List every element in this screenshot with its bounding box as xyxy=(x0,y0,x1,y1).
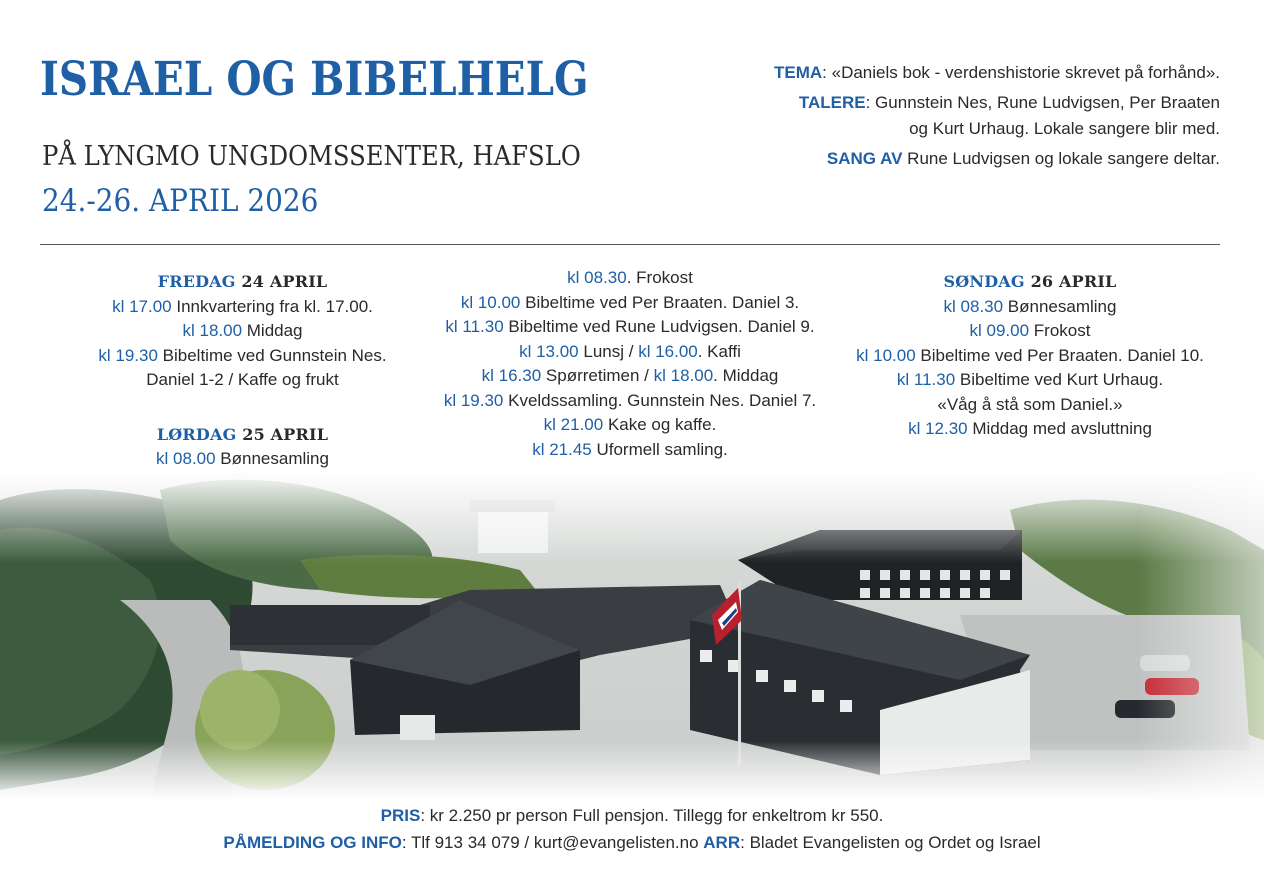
event-venue: PÅ LYNGMO UNGDOMSSENTER, HAFSLO xyxy=(42,141,581,172)
schedule-item: kl 19.30 Bibeltime ved Gunnstein Nes. xyxy=(98,345,387,365)
event-info xyxy=(700,60,1220,176)
schedule-item: kl 08.30. Frokost xyxy=(567,268,693,287)
schedule-item: kl 13.00 Lunsj / kl 16.00. Kaffi xyxy=(519,341,741,361)
schedule-item: kl 18.00 Middag xyxy=(182,321,303,340)
schedule-item: kl 17.00 Innkvartering fra kl. 17.00. xyxy=(112,296,373,316)
schedule-item: kl 11.30 Bibeltime ved Kurt Urhaug. xyxy=(896,370,1164,389)
venue-aerial-photo xyxy=(0,470,1264,800)
schedule-item: kl 10.00 Bibeltime ved Per Braaten. Daniel 3. xyxy=(460,292,800,312)
schedule-item: kl 09.00 Frokost xyxy=(969,321,1091,340)
day-name: SØNDAG xyxy=(943,272,1025,291)
schedule-saturday xyxy=(430,266,830,462)
schedule-item: kl 12.30 Middag med avsluttning xyxy=(908,419,1152,438)
sang-label: SANG AV xyxy=(826,149,903,168)
organizer-label: ARR xyxy=(703,833,741,852)
schedule-item: Daniel 1-2 / Kaffe og frukt xyxy=(146,370,339,389)
price-text: : kr 2.250 pr person Full pensjon. Tillegg for enkeltrom kr 550. xyxy=(420,806,884,825)
schedule-item: «Våg å stå som Daniel.» xyxy=(937,394,1123,414)
day-date: 24 APRIL xyxy=(235,272,328,291)
schedule-item: kl 08.00 Bønnesamling xyxy=(156,449,329,468)
schedule-item: kl 21.00 Kake og kaffe. xyxy=(543,415,717,434)
day-date: 25 APRIL xyxy=(236,424,329,444)
footer xyxy=(0,802,1264,856)
schedule-item: kl 10.00 Bibeltime ved Per Braaten. Daniel 10. xyxy=(856,345,1204,365)
organizer-text: : Bladet Evangelisten og Ordet og Israel xyxy=(740,833,1041,852)
day-heading-friday xyxy=(60,270,425,295)
day-name: LØRDAG xyxy=(156,424,237,444)
registration-row xyxy=(0,829,1264,856)
day-heading-sunday xyxy=(835,270,1225,295)
talere-text: : Gunnstein Nes, Rune Ludvigsen, Per Braaten xyxy=(865,93,1220,112)
schedule-item: kl 16.30 Spørretimen / kl 18.00. Middag xyxy=(481,366,779,385)
registration-label: PÅMELDING OG INFO xyxy=(223,833,402,852)
day-name: FREDAG xyxy=(157,272,236,291)
header-divider xyxy=(40,244,1220,245)
schedule-friday xyxy=(60,270,425,472)
tema-row xyxy=(700,60,1220,86)
schedule-item: kl 08.30 Bønnesamling xyxy=(943,296,1117,316)
schedule-item: kl 21.45 Uformell samling. xyxy=(532,439,728,459)
talere-text-2: og Kurt Urhaug. Lokale sangere blir med. xyxy=(909,119,1220,138)
price-label: PRIS xyxy=(380,806,421,825)
event-dates: 24.-26. APRIL 2026 xyxy=(42,183,319,219)
talere-label: TALERE xyxy=(798,93,866,112)
price-row xyxy=(0,802,1264,829)
tema-text: : «Daniels bok - verdenshistorie skrevet på forhånd». xyxy=(822,63,1220,82)
sang-text: Rune Ludvigsen og lokale sangere deltar. xyxy=(902,149,1220,168)
day-date: 26 APRIL xyxy=(1024,272,1117,291)
schedule-item: kl 11.30 Bibeltime ved Rune Ludvigsen. Daniel 9. xyxy=(445,317,815,336)
event-title: ISRAEL OG BIBELHELG xyxy=(40,52,589,107)
day-heading-saturday xyxy=(60,423,425,448)
sang-row xyxy=(700,146,1220,172)
tema-label: TEMA xyxy=(774,63,823,82)
schedule-item: kl 19.30 Kveldssamling. Gunnstein Nes. Daniel 7. xyxy=(443,390,817,410)
talere-row xyxy=(700,90,1220,142)
registration-text: : Tlf 913 34 079 / kurt@evangelisten.no xyxy=(401,833,704,852)
schedule-sunday xyxy=(835,270,1225,442)
